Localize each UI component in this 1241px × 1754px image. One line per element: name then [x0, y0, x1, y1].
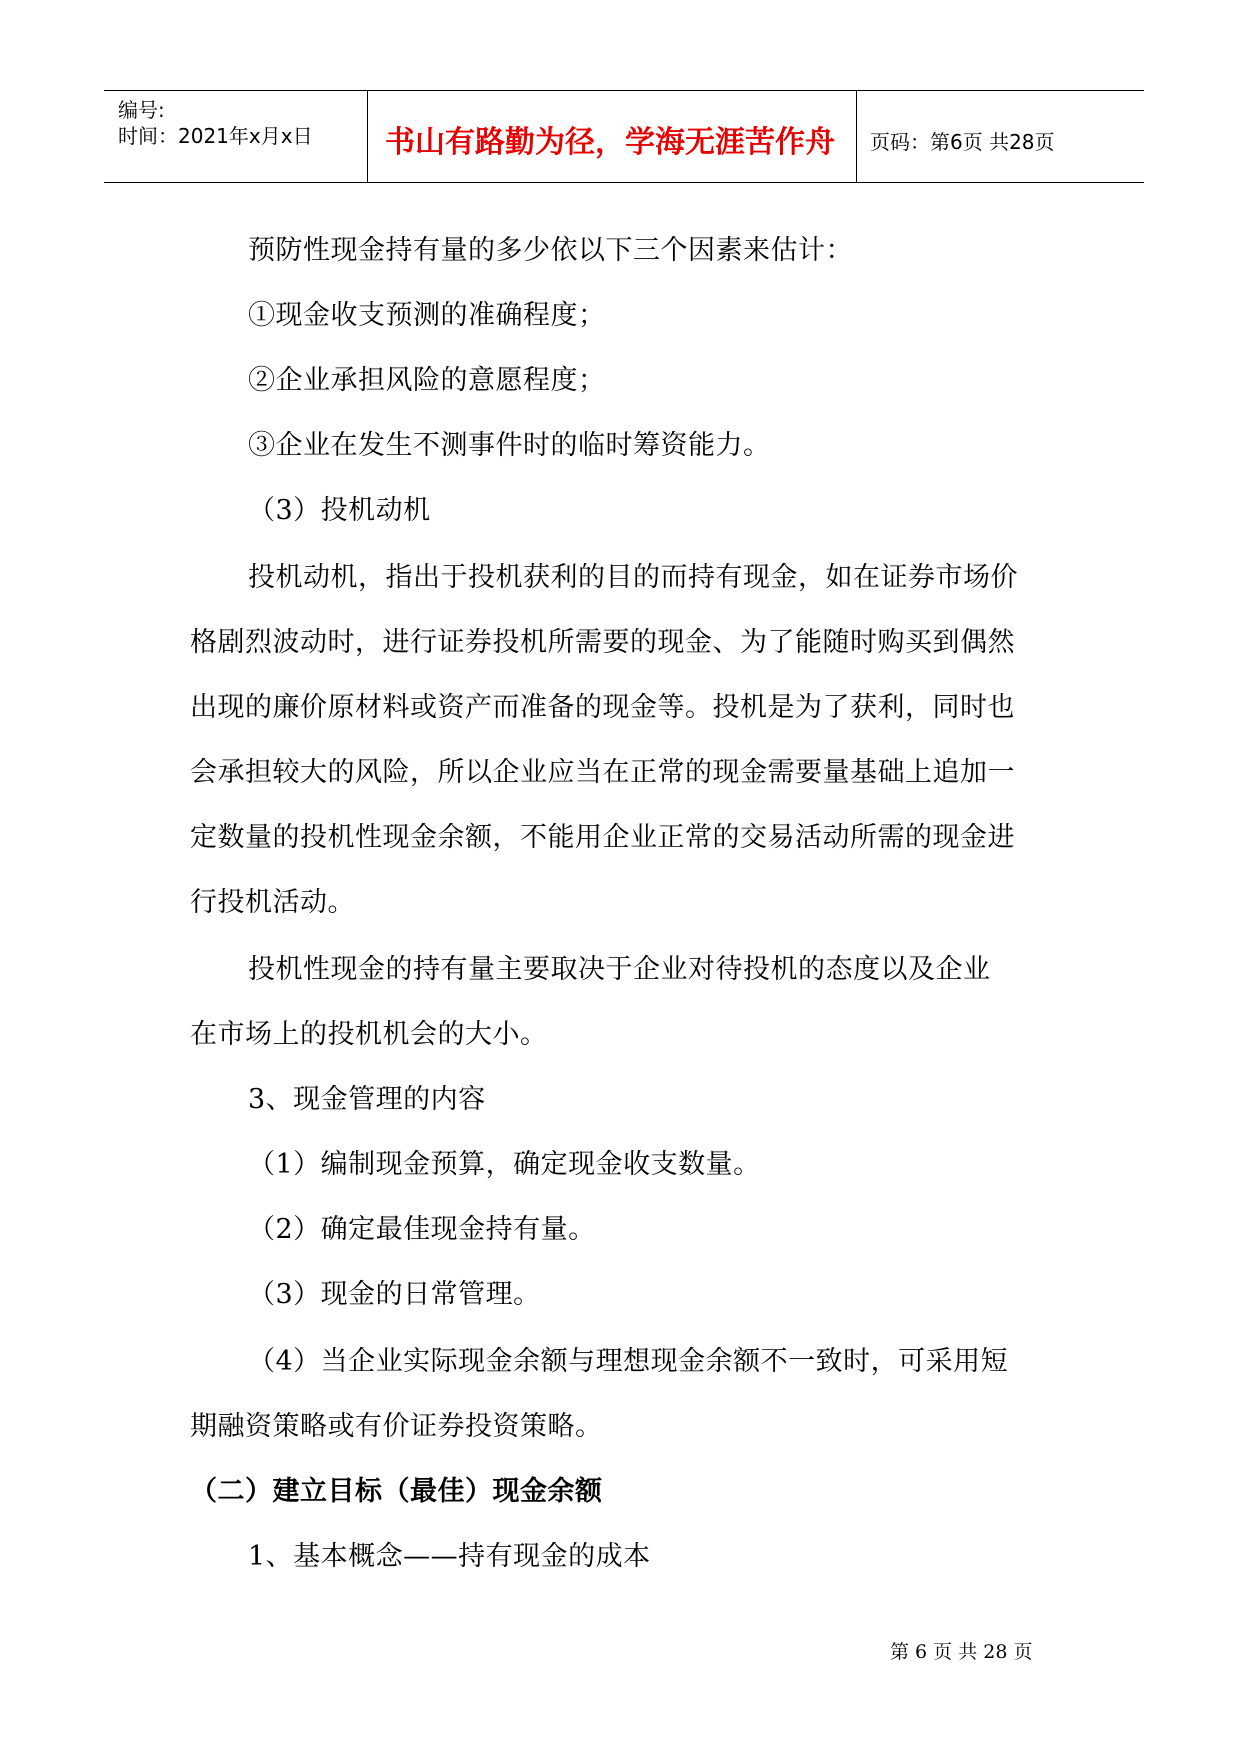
- header-bottom-rule: [104, 182, 1144, 183]
- body-line: 行投机活动。: [190, 887, 355, 918]
- page-footer: 第 6 页 共 28 页: [890, 1641, 1033, 1663]
- body-line: ②企业承担风险的意愿程度；: [248, 365, 606, 396]
- body-line: （2）确定最佳现金持有量。: [248, 1214, 596, 1245]
- body-line: （4）当企业实际现金余额与理想现金余额不一致时，可采用短: [248, 1346, 1009, 1377]
- body-line: 在市场上的投机机会的大小。: [190, 1019, 548, 1050]
- document-number-label: 编号:: [118, 98, 165, 122]
- body-line: （1）编制现金预算，确定现金收支数量。: [248, 1149, 761, 1180]
- body-line: 出现的廉价原材料或资产而准备的现金等。投机是为了获利，同时也: [190, 692, 1015, 723]
- body-line: 预防性现金持有量的多少依以下三个因素来估计：: [248, 235, 853, 266]
- body-line: 3、现金管理的内容: [248, 1084, 486, 1115]
- section-heading: （二）建立目标（最佳）现金余额: [190, 1476, 603, 1507]
- header-top-rule: [104, 90, 1144, 91]
- body-line: 格剧烈波动时，进行证券投机所需要的现金、为了能随时购买到偶然: [190, 627, 1015, 658]
- body-line: 定数量的投机性现金余额，不能用企业正常的交易活动所需的现金进: [190, 822, 1015, 853]
- body-line: ①现金收支预测的准确程度；: [248, 300, 606, 331]
- body-line: （3）投机动机: [248, 495, 431, 526]
- header-page-label: 页码：第6页 共28页: [870, 130, 1055, 154]
- body-line: 会承担较大的风险，所以企业应当在正常的现金需要量基础上追加一: [190, 757, 1015, 788]
- body-line: 期融资策略或有价证券投资策略。: [190, 1411, 603, 1442]
- body-line: 投机动机，指出于投机获利的目的而持有现金，如在证券市场价: [248, 562, 1018, 593]
- body-line: （3）现金的日常管理。: [248, 1279, 541, 1310]
- header-divider-right: [856, 90, 857, 183]
- body-line: 投机性现金的持有量主要取决于企业对待投机的态度以及企业: [248, 954, 991, 985]
- body-line: ③企业在发生不测事件时的临时筹资能力。: [248, 430, 771, 461]
- header-divider-left: [367, 90, 368, 183]
- body-line: 1、基本概念——持有现金的成本: [248, 1541, 651, 1572]
- document-time-label: 时间：2021年x月x日: [118, 124, 313, 148]
- header-motto: 书山有路勤为径，学海无涯苦作舟: [385, 125, 835, 160]
